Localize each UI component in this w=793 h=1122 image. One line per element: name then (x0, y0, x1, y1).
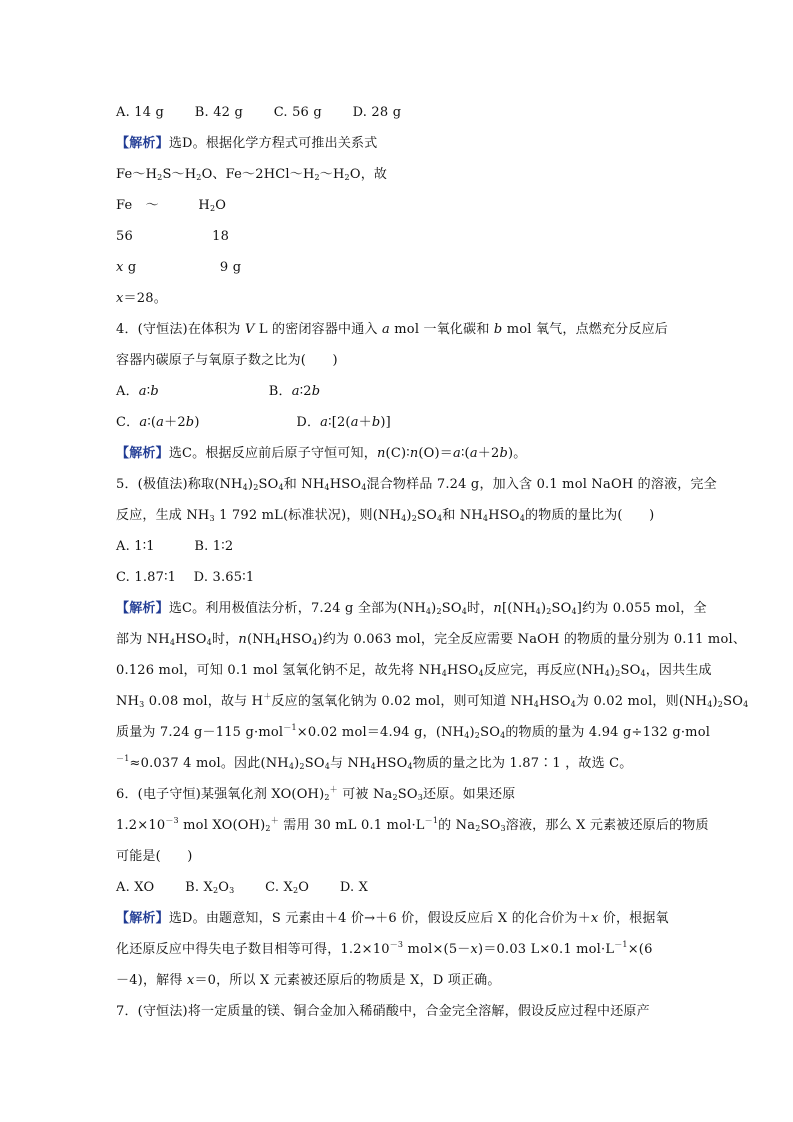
answer-options-q3 (116, 104, 401, 122)
analysis-q6-3 (116, 972, 501, 990)
options-q4-ab (116, 383, 320, 401)
line-text: 部为 $NH_4HSO_4$时，$n(NH_4HSO_4)$约为 0.063 mol，完全反应需要 NaOH 的物质的量分别为 0.11 mol、 (116, 632, 747, 647)
line-text: 选D。根据化学方程式可推出关系式 (168, 136, 378, 151)
analysis-q5-2 (116, 631, 746, 649)
analysis-q6 (116, 910, 669, 928)
options-q4-cd (116, 414, 391, 432)
analysis-label: 【解析】 (116, 446, 169, 461)
line-text: C. 1.87∶1 D. 3.65∶1 (116, 570, 255, 585)
line-text: 6．(电子守恒)某强氧化剂 $XO(OH)_2^+$ 可被 $Na_2SO_3$还原。如果还原 (116, 785, 516, 802)
line-text: x g 9 g (116, 260, 242, 275)
relation-line (116, 166, 387, 184)
line-text: x＝28。 (116, 291, 167, 306)
line-text: 选C。根据反应前后原子守恒可知，n(C)∶n(O)＝a∶(a＋2b)。 (168, 446, 527, 461)
question-4-cont (116, 352, 338, 370)
line-text: 可能是( ) (116, 849, 193, 864)
options-q5-ab (116, 538, 233, 556)
analysis-label: 【解析】 (116, 911, 169, 926)
question-7 (116, 1003, 650, 1021)
analysis-q5-3 (116, 662, 712, 680)
result-line (116, 290, 167, 308)
analysis-q6-2 (116, 941, 653, 959)
line-text: 选D。由题意知，S 元素由＋4 价→＋6 价，假设反应后 X 的化合价为＋x 价，根据氧 (168, 911, 669, 926)
analysis-q5-6 (116, 755, 633, 773)
line-text: A．a∶b B．a∶2b (116, 384, 321, 399)
relation-row-2 (116, 228, 229, 246)
line-text: $^{-1}$≈0.037 4 mol。因此$(NH_4)_2SO_4$与 $NH_4HSO_4$物质的量之比为 1.87∶1 ，故选 C。 (116, 754, 633, 771)
line-text: 容器内碳原子与氧原子数之比为( ) (116, 353, 338, 368)
line-text: C．a∶(a＋2b) D．a∶[2(a＋b)] (116, 415, 391, 430)
analysis-label: 【解析】 (116, 136, 169, 151)
line-text: 56 18 (116, 229, 230, 244)
line-text: $Fe\sim H_2S\sim H_2O$、$Fe\sim 2HCl\sim H_2\sim H_2O$，故 (116, 167, 388, 182)
line-text: A. 1∶1 B. 1∶2 (116, 539, 234, 554)
question-5-cont (116, 507, 654, 525)
analysis-q3 (116, 135, 377, 153)
line-text: 质量为 7.24 g－115 g·mol$^{-1}$×0.02 mol＝4.94 g，$(NH_4)_2SO_4$的物质的量为 4.94 g÷132 g·mol (116, 723, 711, 740)
question-6 (116, 786, 515, 804)
line-text: 选C。利用极值法分析，7.24 g 全部为$(NH_4)_2SO_4$时，$n[(NH_4)_2SO_4]$约为 0.055 mol，全 (168, 601, 707, 616)
question-4 (116, 321, 668, 339)
analysis-label: 【解析】 (116, 601, 169, 616)
line-text: $1.2\times 10^{-3}$ mol $XO(OH)_2^+$ 需用 30 mL 0.1 $mol\cdot L^{-1}$的 $Na_2SO_3$溶液，那么 X 元素被还原后的物质 (116, 816, 709, 833)
relation-row-1 (116, 197, 226, 215)
line-text: 0.126 mol，可知 0.1 mol 氢氧化钠不足，故先将 $NH_4HSO_4$反应完，再反应$(NH_4)_2SO_4$，因共生成 (116, 663, 712, 678)
analysis-q5-5 (116, 724, 710, 742)
line-text: 7．(守恒法)将一定质量的镁、铜合金加入稀硝酸中，合金完全溶解，假设反应过程中还原产 (116, 1004, 650, 1019)
question-6-cont (116, 817, 709, 835)
options-q5-cd (116, 569, 254, 587)
line-text: 反应，生成 $NH_3$ 1 792 mL(标准状况)，则$(NH_4)_2SO_4$和 $NH_4HSO_4$的物质的量比为( ) (116, 508, 655, 523)
line-text: Fe ～ $H_2O$ (116, 198, 227, 213)
line-text: 5．(极值法)称取$(NH_4)_2SO_4$和 $NH_4HSO_4$混合物样品 7.24 g，加入含 0.1 mol NaOH 的溶液，完全 (116, 477, 717, 492)
line-text: $NH_3$ 0.08 mol，故与 H＋反应的氢氧化钠为 0.02 mol，则可知道 $NH_4HSO_4$为 0.02 mol，则$(NH_4)_2SO_4$ (116, 692, 749, 709)
line-text: 4．(守恒法)在体积为 V L 的密闭容器中通入 a mol 一氧化碳和 b mol 氧气，点燃充分反应后 (116, 322, 668, 337)
question-6-cont-2 (116, 848, 193, 866)
relation-row-3 (116, 259, 241, 277)
line-text: 化还原反应中得失电子数目相等可得，$1.2\times 10^{-3}$ mol×(5－x)＝0.03 L×0.1 $mol\cdot L^{-1}\times(6$ (116, 940, 653, 957)
line-text: －4)，解得 x＝0，所以 X 元素被还原后的物质是 X，D 项正确。 (116, 973, 501, 988)
options-q6 (116, 879, 368, 897)
analysis-q5 (116, 600, 707, 618)
question-5 (116, 476, 717, 494)
line-text: A. 14 g B. 42 g C. 56 g D. 28 g (116, 105, 402, 120)
line-text: A. XO B. $X_2O_3$ C. $X_2O$ D. X (116, 880, 369, 895)
analysis-q4 (116, 445, 526, 463)
analysis-q5-4 (116, 693, 748, 711)
